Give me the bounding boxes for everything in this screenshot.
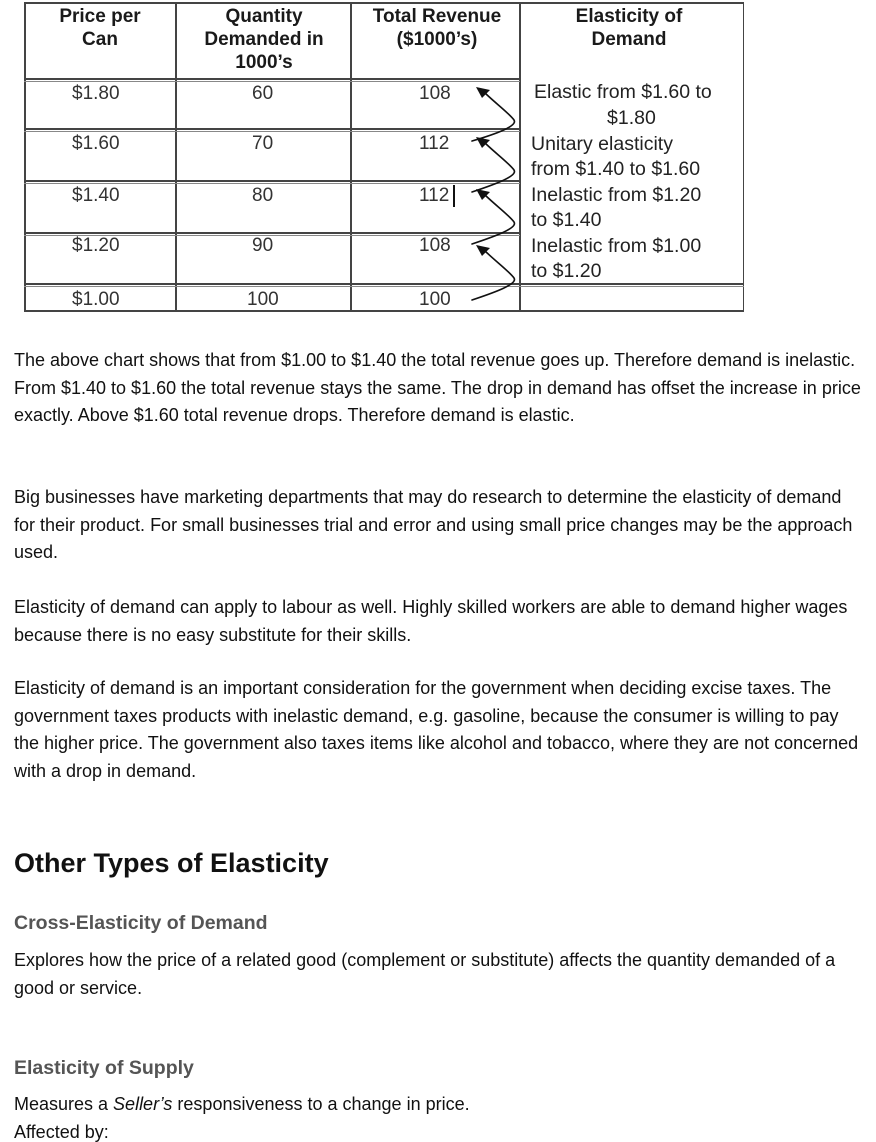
elasticity-note: to $1.40 [531, 209, 602, 231]
supply-text-emphasis: Seller’s [113, 1094, 173, 1114]
section-heading: Other Types of Elasticity [14, 848, 329, 878]
cell-quantity: 100 [247, 289, 279, 310]
elasticity-note: Unitary elasticity [531, 133, 673, 155]
curved-arrow-line [472, 250, 514, 300]
subheading-supply-elasticity: Elasticity of Supply [14, 1057, 194, 1079]
supply-text-start: Measures a [14, 1094, 114, 1114]
curved-arrow-line [472, 92, 514, 141]
elasticity-note: from $1.40 to $1.60 [531, 158, 701, 180]
elasticity-note: Inelastic from $1.20 [531, 184, 702, 206]
revenue-change-arrows [24, 2, 744, 312]
paragraph-cross-elasticity: Explores how the price of a related good (complement or substitute) affects the quantity demanded of a good or service. [14, 950, 836, 998]
cell-price: $1.60 [72, 133, 120, 154]
cell-quantity: 90 [252, 235, 274, 256]
cell-revenue: 100 [419, 289, 451, 310]
cell-price: $1.00 [72, 289, 120, 310]
cell-revenue: 108 [419, 83, 451, 104]
paragraph-government-taxes: Elasticity of demand is an important consideration for the government when deciding excise taxes. The government taxes products with inelastic demand, e.g. gasoline, because the consumer is willing to pay the higher price. The government also taxes items like alcohol and tobacco, where they are not concerned with a drop in demand. [14, 678, 859, 781]
elasticity-note: Elastic from $1.60 to [534, 81, 712, 103]
cell-price: $1.80 [72, 83, 120, 104]
curved-arrow-line [472, 194, 514, 244]
header-quantity: Quantity Demanded in 1000’s [204, 6, 324, 73]
cell-quantity: 70 [252, 133, 274, 154]
supply-text-end: responsiveness to a change in price. [172, 1094, 470, 1114]
subheading-cross-elasticity: Cross-Elasticity of Demand [14, 912, 268, 934]
paragraph-business-research: Big businesses have marketing departments that may do research to determine the elasticity of demand for their product. For small businesses trial and error and using small price changes may be the approach used. [14, 487, 853, 562]
paragraph-labour: Elasticity of demand can apply to labour as well. Highly skilled workers are able to demand higher wages because there is no easy substitute for their skills. [14, 597, 848, 645]
cell-revenue: 112 [419, 133, 450, 154]
cell-revenue: 108 [419, 235, 451, 256]
cell-quantity: 60 [252, 83, 274, 104]
affected-by-label: Affected by: [14, 1121, 109, 1142]
elasticity-note: $1.80 [607, 107, 656, 129]
cell-price: $1.40 [72, 185, 120, 206]
paragraph-revenue-explanation: The above chart shows that from $1.00 to $1.40 the total revenue goes up. Therefore demand is inelastic. From $1.40 to $1.60 the total revenue stays the same. The drop in demand has offset the increase in price exactly. Above $1.60 total revenue drops. Therefore demand is elastic. [14, 350, 861, 425]
cell-quantity: 80 [252, 185, 274, 206]
cell-revenue: 112 [419, 185, 450, 206]
header-revenue: Total Revenue ($1000’s) [372, 6, 502, 50]
header-price: Price per Can [59, 6, 141, 50]
paragraph-supply-elasticity [14, 1091, 864, 1142]
elasticity-note: Inelastic from $1.00 [531, 235, 702, 257]
header-elasticity: Elasticity of Demand [575, 6, 683, 50]
curved-arrow-line [472, 142, 514, 192]
cell-price: $1.20 [72, 235, 120, 256]
elasticity-note: to $1.20 [531, 260, 602, 282]
demand-elasticity-table [24, 2, 744, 312]
